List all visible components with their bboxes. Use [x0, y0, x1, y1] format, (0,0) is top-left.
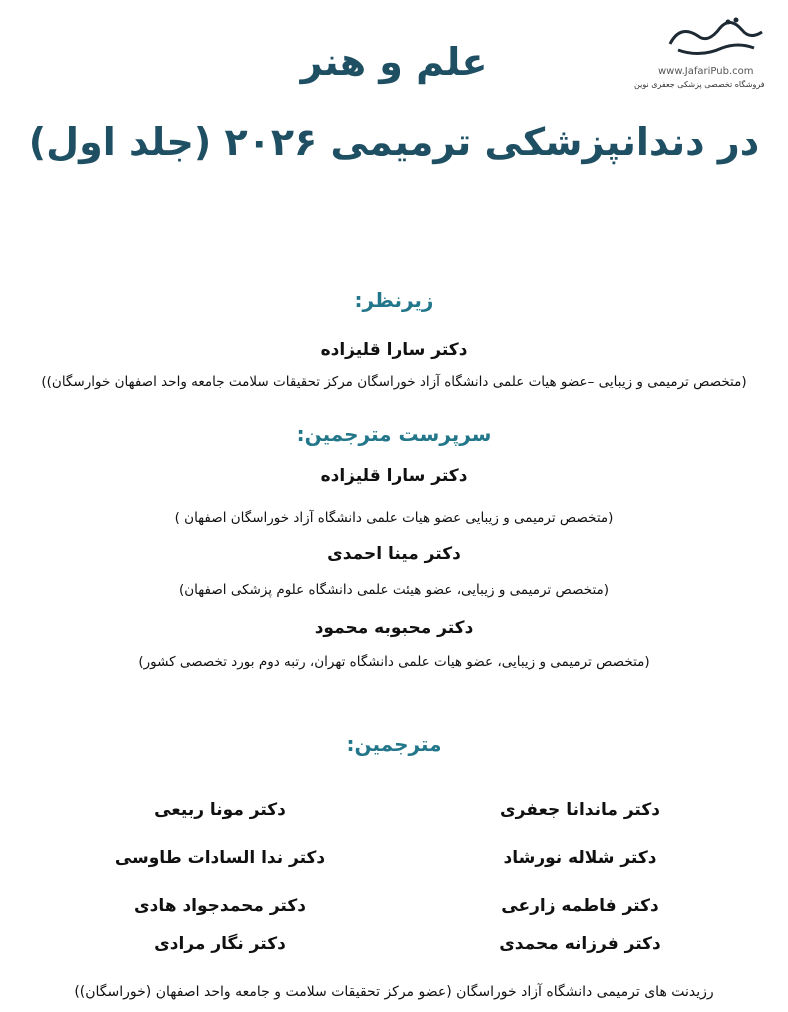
residents-note: رزیدنت های ترمیمی دانشگاه آزاد خوراسگان (عضو مرکز تحقیقات سلامت و جامعه واحد اصفهان (خوراسگان)) [74, 984, 714, 1000]
translator-name: دکتر فاطمه زارعی [501, 896, 659, 916]
translator-name: دکتر فرزانه محمدی [499, 934, 661, 954]
translation-head-name: دکتر سارا قلیزاده [320, 466, 468, 486]
translator-name: دکتر شلاله نورشاد [503, 848, 657, 868]
supervisor-desc: (متخصص ترمیمی و زیبایی –عضو هیات علمی دانشگاه آزاد خوراسگان مرکز تحقیقات سلامت جامعه واحد اصفهان خوارسگان)) [41, 374, 747, 390]
translator-name: دکتر ندا السادات طاوسی [114, 848, 326, 868]
translation-head-name: دکتر مینا احمدی [327, 544, 461, 564]
publisher-url: www.JafariPub.com [658, 66, 754, 77]
publisher-tagline: فروشگاه تخصصی پزشکی جعفری نوین [634, 80, 765, 89]
translation-heads-heading: سرپرست مترجمین: [296, 422, 492, 446]
translator-name: دکتر ماندانا جعفری [500, 800, 660, 820]
translator-name: دکتر نگار مرادی [154, 934, 286, 954]
translation-head-desc: (متخصص ترمیمی و زیبایی، عضو هیات علمی دانشگاه تهران، رتبه دوم بورد تخصصی کشور) [138, 654, 650, 670]
translator-name: دکتر محمدجواد هادی [134, 896, 306, 916]
translation-head-desc: (متخصص ترمیمی و زیبایی، عضو هیئت علمی دانشگاه علوم پزشکی اصفهان) [178, 582, 610, 598]
book-title-line1: علم و هنر [300, 40, 488, 84]
translation-head-desc: (متخصص ترمیمی و زیبایی عضو هیات علمی دانشگاه آزاد خوراسگان اصفهان ) [174, 510, 614, 526]
translators-heading: مترجمین: [346, 732, 442, 756]
supervisor-heading: زیرنظر: [354, 288, 434, 312]
supervisor-name: دکتر سارا قلیزاده [320, 340, 468, 360]
book-title-line2: در دندانپزشکی ترمیمی ۲۰۲۶ (جلد اول) [28, 120, 760, 164]
translator-name: دکتر مونا ربیعی [154, 800, 286, 820]
translation-head-name: دکتر محبوبه محمود [314, 618, 474, 638]
